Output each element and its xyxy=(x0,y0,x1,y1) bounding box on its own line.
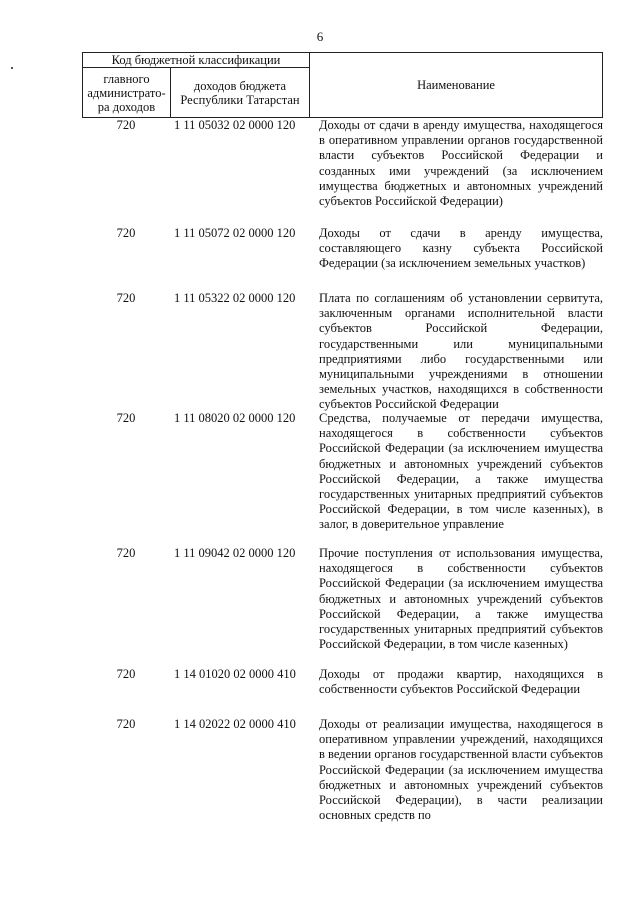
table-row xyxy=(82,291,603,411)
admin-code: 720 xyxy=(116,546,136,560)
admin-code: 720 xyxy=(116,411,136,425)
table-row xyxy=(82,226,603,291)
income-name: Средства, получаемые от передачи имущества, находящегося в собственности субъектов Российской Федерации (за исключением имущества бюджетных и автономных учреждений субъектов Российской Федерации, а также имущества государственных унитарных предприятий субъектов Российской Федерации, в том числе казенных), в залог, в доверительное управление xyxy=(319,411,603,532)
income-name: Доходы от продажи квартир, находящихся в собственности субъектов Российской Федерации xyxy=(319,667,603,697)
admin-code: 720 xyxy=(116,667,136,681)
income-name: Доходы от реализации имущества, находящегося в оперативном управлении учреждений, находящихся в ведении органов государственной власти субъектов Российской Федерации (за исключением имущества бюджетных и автономных учреждений субъектов Российской Федерации), в части реализации основных средств по xyxy=(319,717,603,823)
income-code: 1 11 09042 02 0000 120 xyxy=(174,546,296,560)
table-header xyxy=(82,52,603,118)
income-name: Прочие поступления от использования имущества, находящегося в собственности субъектов Российской Федерации (за исключением имущества бюджетных и автономных учреждений субъектов Российской Федерации, а также имущества государственных унитарных предприятий субъектов Российской Федерации, в том числе казенных) xyxy=(319,546,603,652)
admin-code: 720 xyxy=(116,291,136,305)
scan-speck xyxy=(11,67,13,69)
admin-code: 720 xyxy=(116,717,136,731)
income-name: Доходы от сдачи в аренду имущества, составляющего казну субъекта Российской Федерации (за исключением земельных участков) xyxy=(319,226,603,271)
header-group-title: Код бюджетной классификации xyxy=(83,53,310,68)
income-code: 1 11 05072 02 0000 120 xyxy=(174,226,296,240)
table-row xyxy=(82,667,603,717)
income-code: 1 11 05322 02 0000 120 xyxy=(174,291,296,305)
income-code: 1 11 05032 02 0000 120 xyxy=(174,118,296,132)
table-body xyxy=(82,118,603,827)
income-code: 1 11 08020 02 0000 120 xyxy=(174,411,296,425)
table-row xyxy=(82,717,603,827)
income-code: 1 14 02022 02 0000 410 xyxy=(174,717,296,731)
header-col-name: Наименование xyxy=(310,53,603,118)
table-row xyxy=(82,546,603,667)
header-col-admin: главного администрато-ра доходов xyxy=(83,68,171,118)
page-number: 6 xyxy=(316,29,324,44)
income-name: Плата по соглашениям об установлении сервитута, заключенным органами исполнительной власти субъектов Российской Федерации, государственными или муниципальными предприятиями либо государственными или муниципальными учреждениями в отношении земельных участков, находящихся в собственности субъектов Российской Федерации xyxy=(319,291,603,412)
admin-code: 720 xyxy=(116,118,136,132)
income-name: Доходы от сдачи в аренду имущества, находящегося в оперативном управлении органов государственной власти субъектов Российской Федерации и созданных ими учреждений (за исключением имущества бюджетных и автономных учреждений субъектов Российской Федерации) xyxy=(319,118,603,209)
admin-code: 720 xyxy=(116,226,136,240)
income-code: 1 14 01020 02 0000 410 xyxy=(174,667,296,681)
table-row xyxy=(82,411,603,546)
header-col-income: доходов бюджета Республики Татарстан xyxy=(171,68,310,118)
table-row xyxy=(82,118,603,226)
